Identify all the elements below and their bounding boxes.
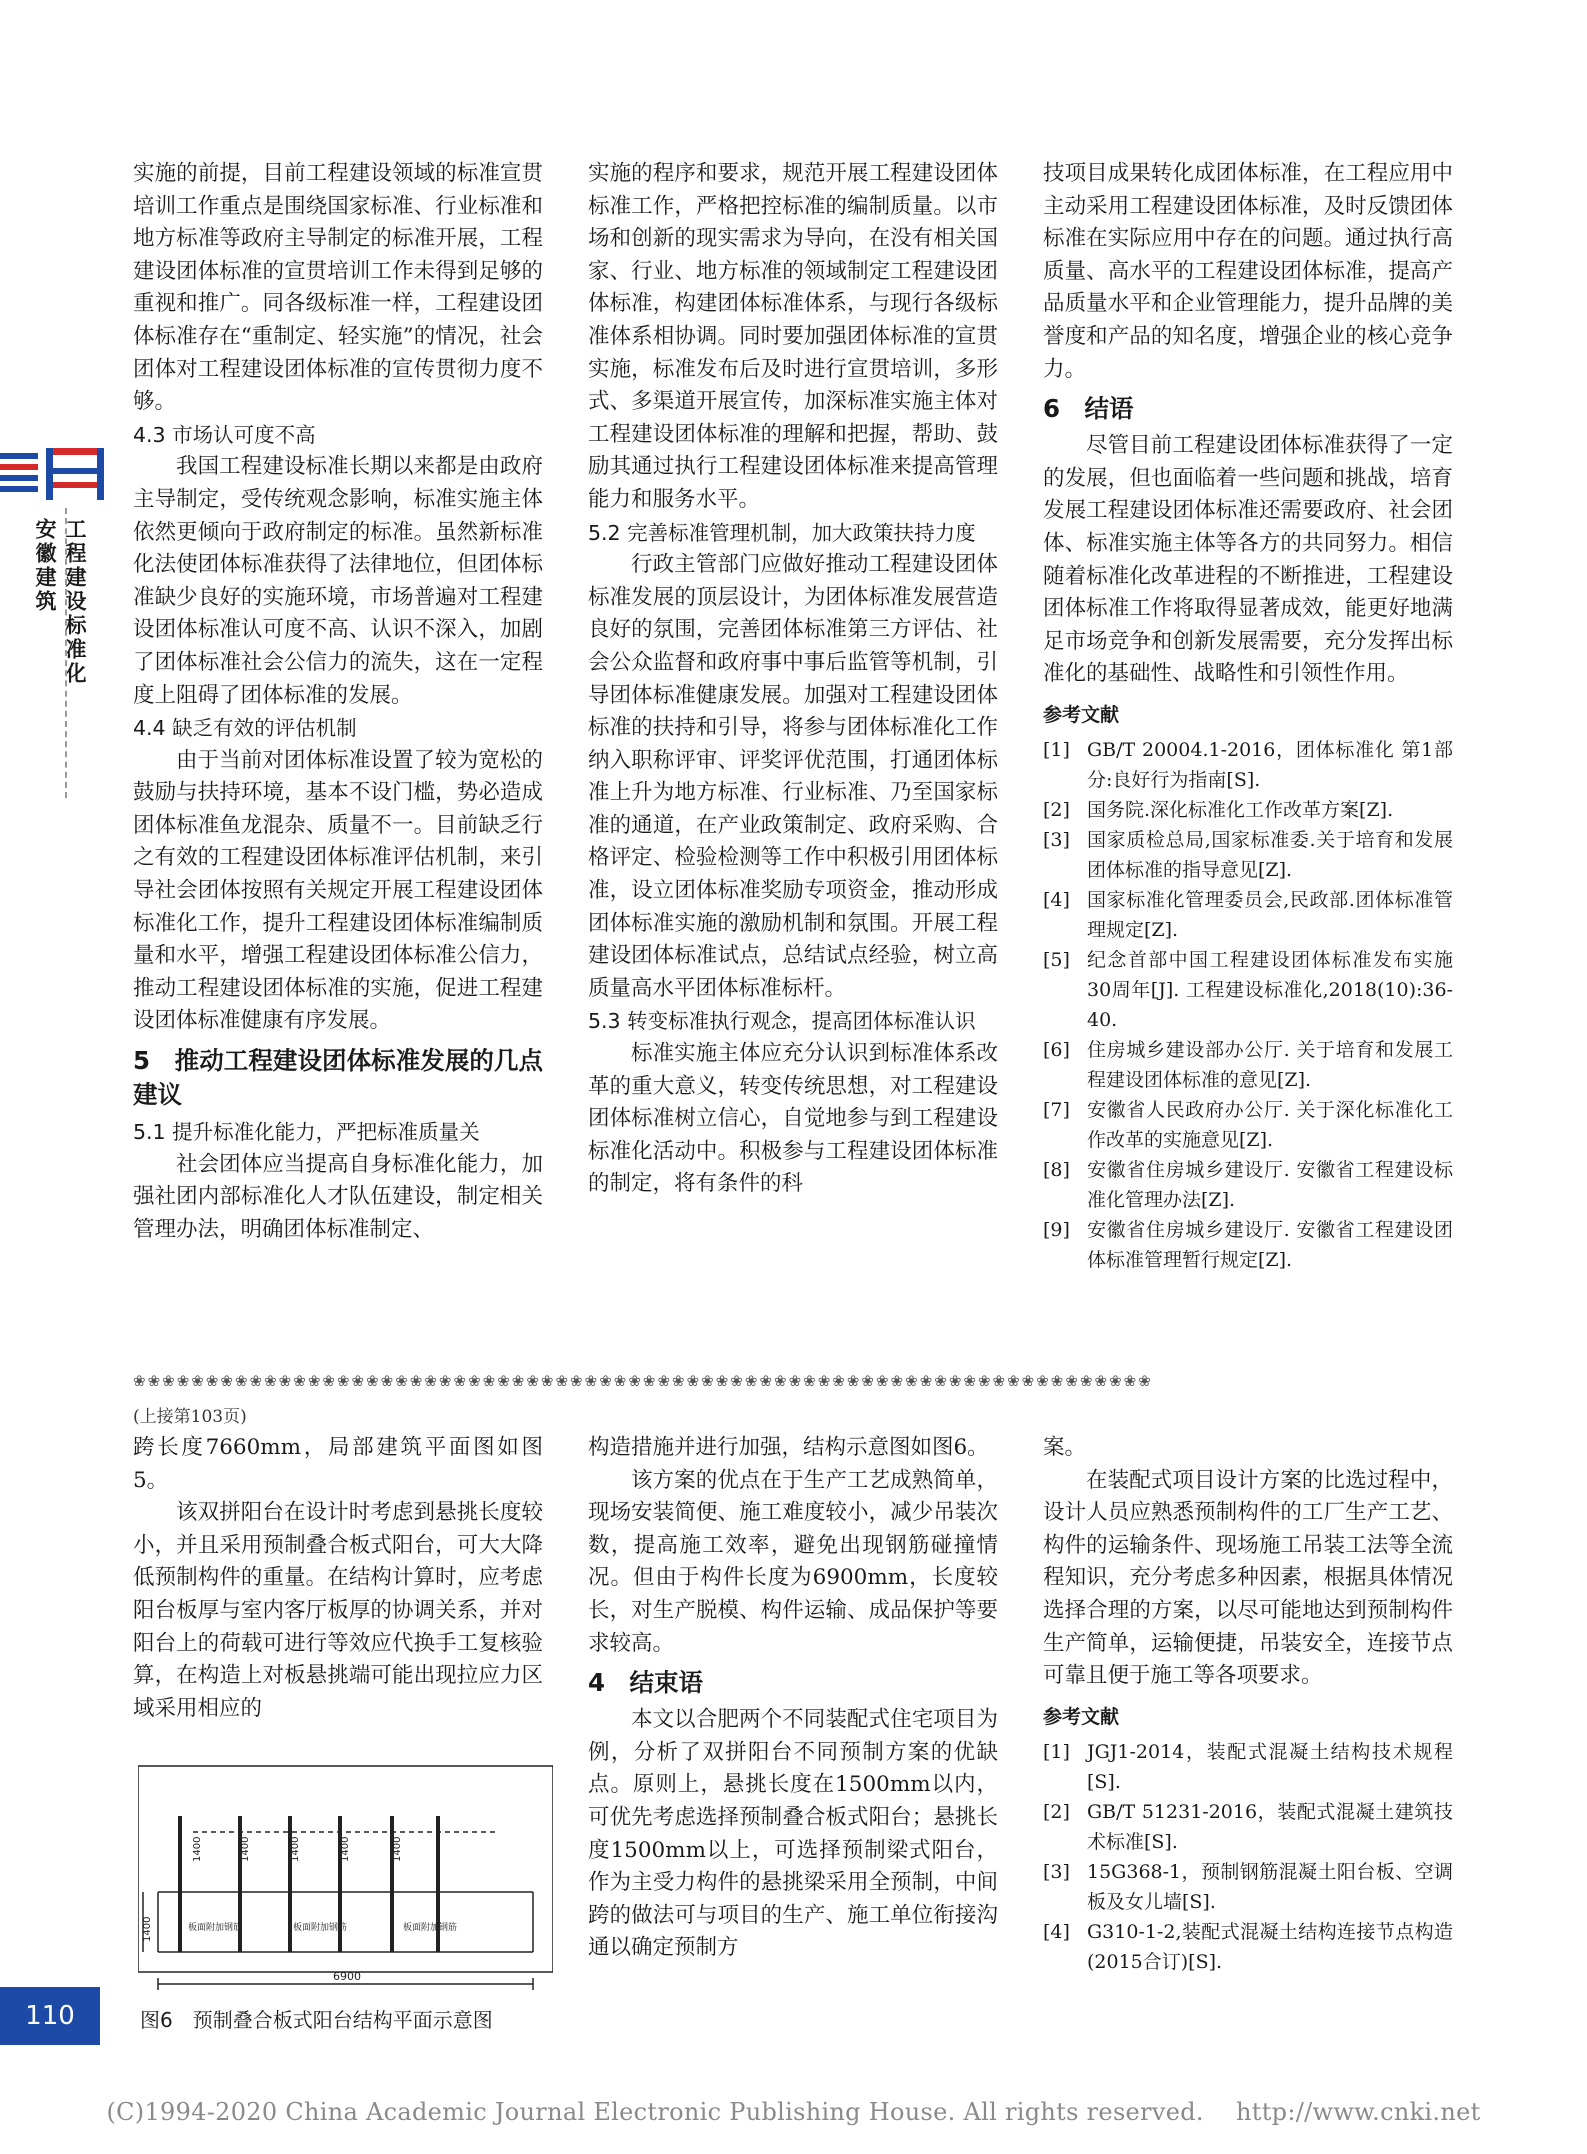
reference-item: [4] 国家标准化管理委员会,民政部.团体标准管理规定[Z].	[1043, 888, 1453, 941]
references-title: 参考文献	[1043, 703, 1120, 726]
dim-label: 1400	[392, 1836, 403, 1862]
rebar-mark	[178, 1816, 182, 1952]
article2-column-1	[133, 1432, 543, 1725]
reference-item: [7] 安徽省人民政府办公厅. 关于深化标准化工作改革的实施意见[Z].	[1043, 1098, 1453, 1151]
section-heading-5-1: 5.1 提升标准化能力，严把标准质量关	[133, 1120, 480, 1145]
section-heading-5: 5 推动工程建设团体标准发展的几点建议	[133, 1046, 543, 1110]
rebar-label: 板面附加钢筋	[293, 1923, 348, 1933]
reference-item: [3] 国家质检总局,国家标准委.关于培育和发展团体标准的指导意见[Z].	[1043, 828, 1453, 881]
reference-item: [1] GB/T 20004.1-2016，团体标准化 第1部分:良好行为指南[S].	[1043, 738, 1453, 791]
section-heading-4-3: 4.3 市场认可度不高	[133, 422, 316, 447]
paragraph: 我国工程建设标准长期以来都是由政府主导制定，受传统观念影响，标准实施主体依然更倾向于政府制定的标准。虽然新标准化法使团体标准获得了法律地位，但团体标准缺少良好的实施环境，市场普遍对工程建设团体标准认可度不高、认识不深入，加剧了团体标准社会公信力的流失，这在一定程度上阻碍了团体标准的发展。	[133, 454, 543, 708]
sidebar-title-2: 安徽建筑	[33, 518, 57, 614]
references-list	[1043, 735, 1453, 1275]
paragraph: 实施的程序和要求，规范开展工程建设团体标准工作，严格把控标准的编制质量。以市场和创新的现实需求为导向，在没有相关国家、行业、地方标准的领域制定工程建设团体标准，构建团体标准体系，与现行各级标准体系相协调。同时要加强团体标准的宣贯实施，标准发布后及时进行宣贯培训，多形式、多渠道开展宣传，加深标准实施主体对工程建设团体标准的理解和把握，帮助、鼓励其通过执行工程建设团体标准来提高管理能力和服务水平。	[588, 161, 998, 512]
rebar-label: 板面附加钢筋	[188, 1923, 243, 1933]
reference-item: [2] GB/T 51231-2016，装配式混凝土建筑技术标准[S].	[1043, 1800, 1453, 1853]
paragraph: 实施的前提，目前工程建设领域的标准宣贯培训工作重点是围绕国家标准、行业标准和地方标准等政府主导制定的标准开展，工程建设团体标准的宣贯培训工作未得到足够的重视和推广。同各级标准一样，工程建设团体标准存在“重制定、轻实施”的情况，社会团体对工程建设团体标准的宣传贯彻力度不够。	[133, 161, 543, 415]
paragraph: 该双拼阳台在设计时考虑到悬挑长度较小，并且采用预制叠合板式阳台，可大大降低预制构件的重量。在结构计算时，应考虑阳台板厚与室内客厅板厚的协调关系，并对阳台上的荷载可进行等效应代换手工复核验算，在构造上对板悬挑端可能出现拉应力区域采用相应的	[133, 1500, 543, 1721]
references-list	[1043, 1737, 1453, 1977]
sidebar-title-1: 工程建设标准化	[63, 518, 87, 686]
article1-column-3	[1043, 158, 1453, 1275]
dim-label: 1400	[192, 1836, 203, 1862]
reference-item: [9] 安徽省住房城乡建设厅. 安徽省工程建设团体标准管理暂行规定[Z].	[1043, 1218, 1453, 1271]
reference-item: [3] 15G368-1，预制钢筋混凝土阳台板、空调板及女儿墙[S].	[1043, 1860, 1453, 1913]
dim-label: 1400	[340, 1836, 351, 1862]
paragraph: 技项目成果转化成团体标准，在工程应用中主动采用工程建设团体标准，及时反馈团体标准在实际应用中存在的问题。通过执行高质量、高水平的工程建设团体标准，提高产品质量水平和企业管理能力，提升品牌的美誉度和产品的知名度，增强企业的核心竞争力。	[1043, 161, 1453, 382]
continued-note: (上接第103页)	[133, 1407, 247, 1427]
paragraph: 标准实施主体应充分认识到标准体系改革的重大意义，转变传统思想，对工程建设团体标准树立信心，自觉地参与到工程建设标准化活动中。积极参与工程建设团体标准的制定，将有条件的科	[588, 1041, 998, 1197]
section-heading-4: 4 结束语	[588, 1668, 704, 1698]
reference-item: [8] 安徽省住房城乡建设厅. 安徽省工程建设标准化管理办法[Z].	[1043, 1158, 1453, 1211]
journal-logo-icon	[0, 448, 110, 508]
rebar-label: 板面附加钢筋	[403, 1923, 458, 1933]
rebar-mark	[390, 1816, 394, 1952]
figure-caption: 图6 预制叠合板式阳台结构平面示意图	[140, 2008, 493, 2032]
paragraph: 构造措施并进行加强，结构示意图如图6。	[588, 1435, 989, 1460]
section-heading-6: 6 结语	[1043, 394, 1134, 424]
reference-item: [2] 国务院.深化标准化工作改革方案[Z].	[1043, 798, 1394, 821]
total-length-label: 6900	[333, 1970, 361, 1983]
reference-item: [1] JGJ1-2014，装配式混凝土结构技术规程[S].	[1043, 1740, 1453, 1793]
reference-item: [6] 住房城乡建设部办公厅. 关于培育和发展工程建设团体标准的意见[Z].	[1043, 1038, 1453, 1091]
article1-column-2	[588, 158, 998, 1201]
paragraph: 社会团体应当提高自身标准化能力，加强社团内部标准化人才队伍建设，制定相关管理办法，明确团体标准制定、	[133, 1151, 543, 1242]
reference-item: [5] 纪念首部中国工程建设团体标准发布实施30周年[J]. 工程建设标准化,2018(10):36-40.	[1043, 948, 1453, 1031]
paragraph: 在装配式项目设计方案的比选过程中，设计人员应熟悉预制构件的工厂生产工艺、构件的运输条件、现场施工吊装工法等全流程知识，充分考虑多种因素，根据具体情况选择合理的方案，以尽可能地达到预制构件生产简单，运输便捷，吊装安全，连接节点可靠且便于施工等各项要求。	[1043, 1467, 1453, 1689]
section-heading-5-2: 5.2 完善标准管理机制，加大政策扶持力度	[588, 520, 976, 545]
reference-item: [4] G310-1-2,装配式混凝土结构连接节点构造(2015合订)[S].	[1043, 1920, 1453, 1973]
dim-label: 1400	[142, 1916, 153, 1942]
dim-label: 1400	[290, 1836, 301, 1862]
paragraph: 本文以合肥两个不同装配式住宅项目为例，分析了双拼阳台不同预制方案的优缺点。原则上，悬挑长度在1500mm以内，可优先考虑选择预制叠合板式阳台；悬挑长度1500mm以上，可选择预制梁式阳台，作为主受力构件的悬挑梁采用全预制，中间跨的做法可与项目的生产、施工单位衔接沟通以确定预制方	[588, 1707, 998, 1961]
paragraph: 案。	[1043, 1435, 1087, 1460]
rebar-mark	[288, 1816, 292, 1952]
section-heading-4-4: 4.4 缺乏有效的评估机制	[133, 716, 357, 741]
decorative-divider: ❀❀❀❀❀❀❀❀❀❀❀❀❀❀❀❀❀❀❀❀❀❀❀❀❀❀❀❀❀❀❀❀❀❀❀❀❀❀❀❀❀❀❀❀❀❀❀❀❀❀❀❀❀❀❀❀❀❀❀❀❀❀❀❀❀❀❀❀❀❀	[133, 1372, 1153, 1390]
dim-label: 1400	[240, 1836, 251, 1862]
balcony-structure-plan-figure	[138, 1752, 553, 2004]
sidebar-title	[30, 518, 90, 686]
article1-column-1	[133, 158, 543, 1246]
copyright-footer: (C)1994-2020 China Academic Journal Electronic Publishing House. All rights reserved. http://www.cnki.net	[106, 2098, 1481, 2126]
page-number: 110	[0, 1987, 100, 2045]
paragraph: 跨长度7660mm，局部建筑平面图如图5。	[133, 1435, 543, 1493]
article2-column-3	[1043, 1432, 1453, 1977]
paragraph: 由于当前对团体标准设置了较为宽松的鼓励与扶持环境，基本不设门槛，势必造成团体标准鱼龙混杂、质量不一。目前缺乏行之有效的工程建设团体标准评估机制，来引导社会团体按照有关规定开展工程建设团体标准化工作，提升工程建设团体标准编制质量和水平，增强工程建设团体标准公信力，推动工程建设团体标准的实施，促进工程建设团体标准健康有序发展。	[133, 747, 543, 1034]
references-title: 参考文献	[1043, 1705, 1120, 1728]
sidebar-dash-line	[65, 508, 67, 798]
paragraph: 行政主管部门应做好推动工程建设团体标准发展的顶层设计，为团体标准发展营造良好的氛围，完善团体标准第三方评估、社会公众监督和政府事中事后监管等机制，引导团体标准健康发展。加强对工程建设团体标准的扶持和引导，将参与团体标准化工作纳入职称评审、评奖评优范围，打通团体标准上升为地方标准、行业标准、乃至国家标准的通道，在产业政策制定、政府采购、合格评定、检验检测等工作中积极引用团体标准，设立团体标准奖励专项资金，推动形成团体标准实施的激励机制和氛围。开展工程建设团体标准试点，总结试点经验，树立高质量高水平团体标准标杆。	[588, 552, 998, 1001]
article2-column-2	[588, 1432, 998, 1965]
section-heading-5-3: 5.3 转变标准执行观念，提高团体标准认识	[588, 1009, 976, 1034]
paragraph: 尽管目前工程建设团体标准获得了一定的发展，但也面临着一些问题和挑战，培育发展工程建设团体标准还需要政府、社会团体、标准实施主体等各方的共同努力。相信随着标准化改革进程的不断推进，工程建设团体标准工作将取得显著成效，能更好地满足市场竞争和创新发展需要，充分发挥出标准化的基础性、战略性和引领性作用。	[1043, 433, 1453, 687]
journal-sidebar	[0, 448, 110, 798]
paragraph: 该方案的优点在于生产工艺成熟简单，现场安装简便、施工难度较小，减少吊装次数，提高施工效率，避免出现钢筋碰撞情况。但由于构件长度为6900mm，长度较长，对生产脱模、构件运输、成品保护等要求较高。	[588, 1467, 998, 1656]
